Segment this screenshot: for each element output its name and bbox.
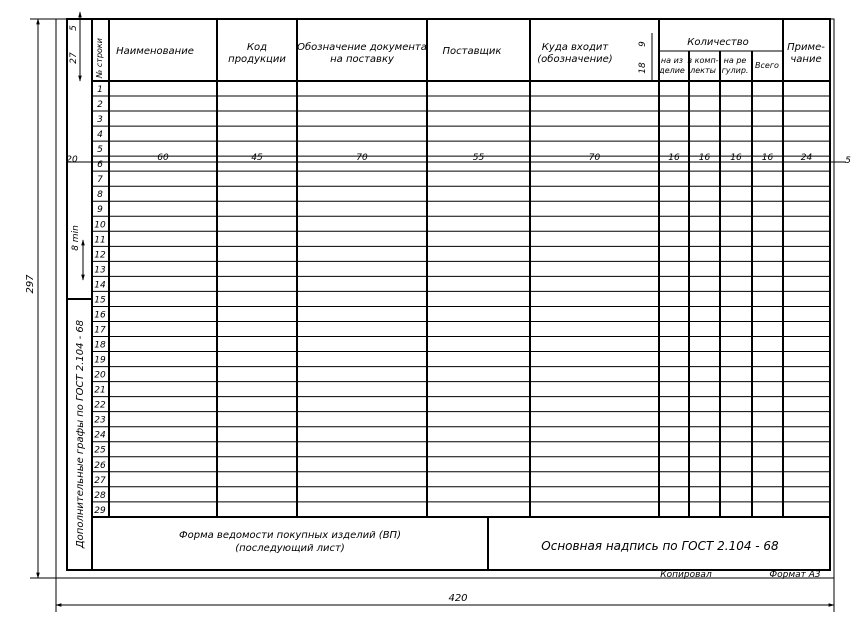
inner-frame [67, 19, 830, 570]
column-width-dim: 45 [251, 153, 263, 163]
row-number: 20 [94, 370, 106, 381]
row-number: 29 [94, 505, 106, 516]
row-number: 26 [94, 460, 106, 471]
row-number: 17 [94, 325, 106, 336]
title-block-left-line1: Форма ведомости покупных изделий (ВП) [179, 530, 401, 541]
row-number: 2 [97, 100, 103, 111]
header-qty-kits-2: лекты [690, 66, 716, 75]
footer-format: Формат А3 [769, 570, 821, 580]
column-width-dim: 60 [157, 153, 169, 163]
qty-header-dim-a: 9 [638, 41, 648, 47]
qty-header-dim-b: 18 [638, 62, 648, 74]
header-qty-adjust-1: на ре [723, 56, 747, 65]
header-note-line1: Приме- [787, 42, 825, 53]
header-qty-product-2: делие [659, 66, 685, 75]
header-supplier: Поставщик [442, 46, 502, 57]
row-number: 10 [94, 220, 106, 231]
column-width-dim: 24 [800, 153, 813, 163]
row-number: 24 [94, 430, 106, 441]
row-number: 7 [97, 175, 103, 186]
column-width-dim: 16 [730, 153, 742, 163]
header-code-line1: Код [246, 42, 268, 53]
header-code-line2: продукции [228, 54, 286, 65]
header-doc-line1: Обозначение документа [297, 42, 427, 53]
row-number: 1 [97, 85, 103, 95]
header-where-line2: (обозначение) [537, 54, 613, 65]
header-qty-kits-1: в комп- [687, 56, 719, 65]
header-top-dim: 5 [69, 25, 79, 31]
column-width-dim: 70 [356, 153, 368, 163]
sheet-outline [56, 19, 834, 578]
header-height-dim: 27 [69, 52, 79, 64]
row-number: 22 [94, 400, 106, 411]
row-number: 13 [94, 265, 106, 276]
header-qty-total: Всего [755, 61, 779, 70]
column-width-dim: 16 [698, 153, 711, 163]
row-number: 6 [97, 160, 103, 171]
column-width-dim: 16 [761, 153, 774, 163]
row-number: 8 [97, 190, 103, 201]
row-number: 18 [94, 340, 106, 351]
header-doc-line2: на поставку [330, 54, 394, 65]
right-margin-dim: 5 [845, 156, 851, 166]
title-block-right: Основная надпись по ГОСТ 2.104 - 68 [541, 539, 779, 553]
row-number: 27 [94, 475, 106, 486]
column-width-dim: 70 [588, 153, 601, 163]
sheet-width-dim: 420 [448, 593, 468, 604]
row-number: 19 [94, 355, 106, 366]
row-number: 12 [94, 250, 106, 261]
column-width-dim: 16 [668, 153, 680, 163]
row-number: 5 [97, 145, 103, 156]
sheet-height-dim: 297 [25, 274, 36, 294]
title-block-left-line2: (последующий лист) [235, 543, 345, 554]
column-width-dim: 55 [472, 153, 485, 163]
row-number: 11 [94, 235, 106, 246]
header-qty-product-1: на из [660, 56, 684, 65]
header-qty-adjust-2: гулир. [721, 66, 749, 75]
footer-copied: Копировал [660, 570, 712, 580]
header-name: Наименование [116, 46, 194, 57]
column-grid [109, 19, 783, 517]
row-number: 21 [94, 385, 106, 396]
row-number: 14 [94, 280, 106, 291]
header-note-line2: чание [790, 54, 822, 65]
header-quantity: Количество [687, 37, 749, 48]
row-number: 16 [94, 310, 106, 321]
row-pitch-dim: 8 min [71, 225, 81, 251]
row-number: 15 [94, 295, 106, 306]
row-number: 28 [94, 490, 106, 501]
row-number: 23 [94, 415, 106, 426]
row-number: 4 [97, 130, 103, 141]
header-row-number: № строки [95, 38, 104, 78]
row-number: 3 [97, 115, 103, 126]
row-number: 9 [97, 205, 103, 216]
row-number: 25 [94, 445, 106, 456]
left-margin-dim: 20 [66, 155, 78, 165]
header-where-line1: Куда входит [541, 42, 609, 53]
side-column-label: Дополнительные графы по ГОСТ 2.104 - 68 [75, 319, 86, 549]
row-number-labels [94, 85, 106, 516]
